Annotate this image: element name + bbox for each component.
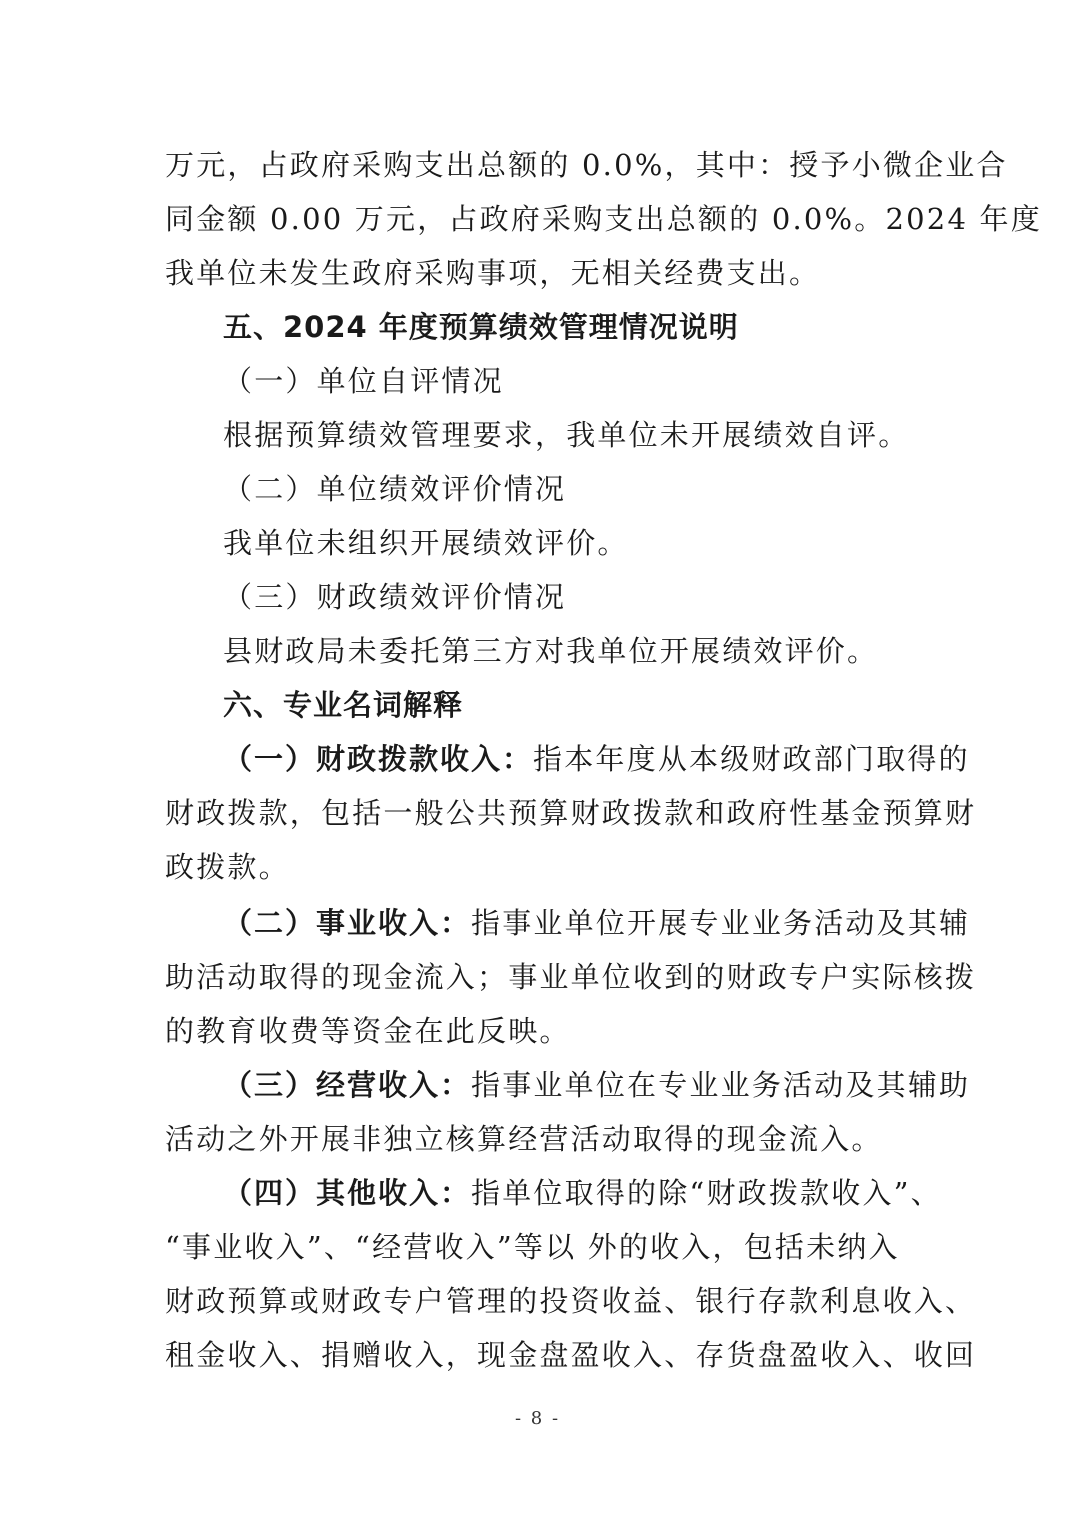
section-heading-6: 六、专业名词解释: [223, 688, 464, 722]
term-label: （四）其他收入：: [223, 1176, 472, 1210]
text-line: 根据预算绩效管理要求，我单位未开展绩效自评。: [223, 418, 910, 452]
term-label: （二）事业收入：: [223, 906, 472, 940]
text-line: 同金额 0.00 万元，占政府采购支出总额的 0.0%。2024 年度: [165, 202, 1042, 236]
text-line: “事业收入”、“经营收入”等以 外的收入，包括未纳入: [165, 1230, 900, 1264]
text-line: 助活动取得的现金流入；事业单位收到的财政专户实际核拨: [165, 960, 977, 994]
term-paragraph-line: [165, 1166, 942, 1220]
text-line: 的教育收费等资金在此反映。: [165, 1014, 571, 1048]
subsection-heading: （三）财政绩效评价情况: [223, 580, 567, 614]
term-label: （三）经营收入：: [223, 1068, 472, 1102]
page-number: - 8 -: [514, 1408, 561, 1429]
text-line: 万元，占政府采购支出总额的 0.0%，其中：授予小微企业合: [165, 148, 1008, 182]
text-line: 我单位未组织开展绩效评价。: [223, 526, 629, 560]
text-line: 我单位未发生政府采购事项，无相关经费支出。: [165, 256, 821, 290]
subsection-heading: （二）单位绩效评价情况: [223, 472, 567, 506]
term-definition: 指事业单位开展专业业务活动及其辅: [471, 906, 971, 940]
term-definition: 指单位取得的除“财政拨款收入”、: [471, 1176, 942, 1210]
subsection-heading: （一）单位自评情况: [223, 364, 504, 398]
term-definition: 指本年度从本级财政部门取得的: [533, 742, 970, 776]
section-heading-5: 五、2024 年度预算绩效管理情况说明: [223, 310, 739, 344]
term-paragraph-line: [165, 732, 970, 786]
text-line: 财政拨款，包括一般公共预算财政拨款和政府性基金预算财: [165, 796, 977, 830]
document-body: [165, 138, 1042, 1382]
text-line: 活动之外开展非独立核算经营活动取得的现金流入。: [165, 1122, 883, 1156]
term-paragraph-line: [165, 896, 971, 950]
text-line: 租金收入、捐赠收入，现金盘盈收入、存货盘盈收入、收回: [165, 1338, 977, 1372]
text-line: 政拨款。: [165, 850, 290, 884]
term-label: （一）财政拨款收入：: [223, 742, 534, 776]
term-paragraph-line: [165, 1058, 971, 1112]
text-line: 县财政局未委托第三方对我单位开展绩效评价。: [223, 634, 879, 668]
text-line: 财政预算或财政专户管理的投资收益、银行存款利息收入、: [165, 1284, 977, 1318]
term-definition: 指事业单位在专业业务活动及其辅助: [471, 1068, 971, 1102]
